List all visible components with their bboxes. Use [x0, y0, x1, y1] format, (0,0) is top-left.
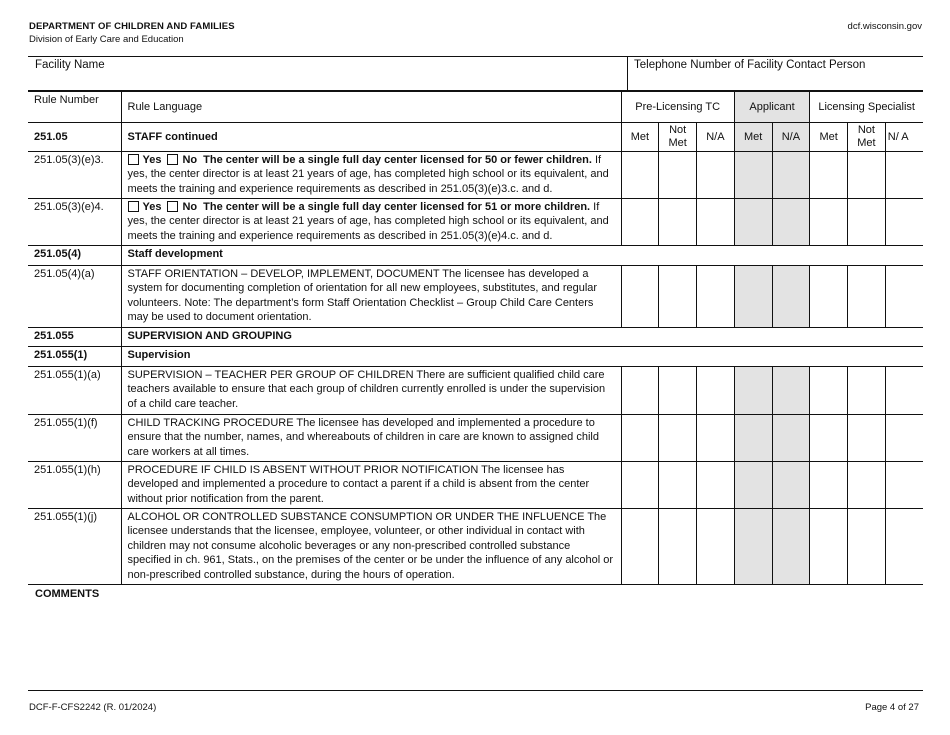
- prelicensing-na-cell[interactable]: [697, 266, 735, 328]
- prelicensing-not-met-cell[interactable]: [659, 415, 697, 462]
- table-row: [28, 367, 923, 415]
- licensing-na-cell[interactable]: [885, 415, 923, 462]
- licensing-met-cell[interactable]: [810, 415, 848, 462]
- facility-phone-label: Telephone Number of Facility Contact Person: [634, 59, 866, 71]
- applicant-na-cell[interactable]: [772, 367, 810, 415]
- footer-divider: [28, 690, 923, 691]
- licensing-not-met-cell[interactable]: [848, 415, 886, 462]
- prelicensing-met-cell[interactable]: [621, 415, 659, 462]
- rule-number: 251.05(3)(e)3.: [28, 152, 121, 199]
- rule-number: 251.055(1)(a): [28, 367, 121, 415]
- licensing-na-cell[interactable]: [885, 199, 923, 246]
- department-name: DEPARTMENT OF CHILDREN AND FAMILIES: [29, 21, 235, 32]
- form-id: DCF-F-CFS2242 (R. 01/2024): [29, 702, 157, 713]
- applicant-met-cell[interactable]: [734, 152, 772, 199]
- subsection-number: 251.055: [28, 328, 121, 347]
- rule-number: 251.055(1)(h): [28, 462, 121, 509]
- licensing-na-cell[interactable]: [885, 266, 923, 328]
- applicant-na-cell[interactable]: [772, 152, 810, 199]
- licensing-not-met-cell[interactable]: [848, 152, 886, 199]
- no-checkbox[interactable]: [167, 154, 178, 165]
- subsection-row: [28, 246, 923, 266]
- rule-number-header: Rule Number: [28, 92, 121, 123]
- table-row: [28, 152, 923, 199]
- licensing-met-cell[interactable]: [810, 199, 848, 246]
- prelicensing-na-cell[interactable]: [697, 367, 735, 415]
- table-row: [28, 509, 923, 585]
- licensing-not-met-header: Not Met: [848, 123, 886, 152]
- section-number: 251.05: [28, 123, 121, 152]
- table-row: [28, 415, 923, 462]
- prelicensing-not-met-cell[interactable]: [659, 152, 697, 199]
- no-checkbox[interactable]: [167, 201, 178, 212]
- subsection-title: Staff development: [121, 246, 923, 266]
- table-row: [28, 199, 923, 246]
- applicant-na-cell[interactable]: [772, 509, 810, 585]
- rule-lead-text: The center will be a single full day center licensed for 51 or more children.: [203, 201, 591, 213]
- facility-name-field[interactable]: [28, 57, 628, 90]
- prelicensing-met-cell[interactable]: [621, 509, 659, 585]
- applicant-na-cell[interactable]: [772, 266, 810, 328]
- prelicensing-met-cell[interactable]: [621, 152, 659, 199]
- website-label: dcf.wisconsin.gov: [847, 21, 922, 32]
- prelicensing-header: Pre-Licensing TC: [621, 92, 734, 123]
- applicant-na-cell[interactable]: [772, 462, 810, 509]
- rule-text: If yes, the center director is at least 21 years of age, has completed high school or its equivalent, and meets the training and experience requirements as described in 251.05(3)(e)3.c. and d.: [127, 154, 609, 195]
- applicant-na-cell[interactable]: [772, 415, 810, 462]
- rule-language: STAFF ORIENTATION – DEVELOP, IMPLEMENT, DOCUMENT The licensee has developed a system for documenting completion of orientation for all new employees, substitutes, and regular volunteers. Note: The department’s form Staff Orientation Checklist – Group Child Care Centers may be used to document orientation.: [121, 266, 621, 328]
- yes-label: Yes: [142, 154, 162, 166]
- subsection-row: [28, 328, 923, 347]
- prelicensing-na-cell[interactable]: [697, 199, 735, 246]
- rule-number: 251.055(1)(j): [28, 509, 121, 585]
- comments-label: COMMENTS: [35, 588, 100, 600]
- yes-label: Yes: [142, 201, 162, 213]
- yes-checkbox[interactable]: [128, 201, 139, 212]
- subsection-number: 251.055(1): [28, 347, 121, 367]
- licensing-met-header: Met: [810, 123, 848, 152]
- licensing-not-met-cell[interactable]: [848, 266, 886, 328]
- applicant-met-cell[interactable]: [734, 462, 772, 509]
- table-row: [28, 266, 923, 328]
- subsection-row: [28, 347, 923, 367]
- licensing-not-met-cell[interactable]: [848, 509, 886, 585]
- licensing-met-cell[interactable]: [810, 367, 848, 415]
- prelicensing-met-cell[interactable]: [621, 462, 659, 509]
- rule-language: SUPERVISION – TEACHER PER GROUP OF CHILDREN There are sufficient qualified child care teachers available to ensure that each group of children currently enrolled is under the supervision of a child care teacher.: [121, 367, 621, 415]
- rule-language: [121, 152, 621, 199]
- licensing-met-cell[interactable]: [810, 266, 848, 328]
- rule-language-header: Rule Language: [121, 92, 621, 123]
- facility-phone-field[interactable]: [628, 57, 923, 90]
- applicant-na-header: N/A: [772, 123, 810, 152]
- prelicensing-not-met-cell[interactable]: [659, 462, 697, 509]
- facility-name-label: Facility Name: [35, 59, 105, 71]
- rule-language: CHILD TRACKING PROCEDURE The licensee has developed and implemented a procedure to ensure that the number, names, and whereabouts of children in care are known to assigned child care workers at all times.: [121, 415, 621, 462]
- no-label: No: [182, 201, 198, 213]
- division-name: Division of Early Care and Education: [29, 34, 184, 45]
- page-header: [29, 21, 235, 45]
- rule-language: ALCOHOL OR CONTROLLED SUBSTANCE CONSUMPTION OR UNDER THE INFLUENCE The licensee understands that the licensee, employee, volunteer, or other individual in contact with children may not consume alcoholic beverages or any non-prescribed controlled substance specified in ch. 961, Stats., on the premises of the center or be under the influence of any alcohol or non-prescribed controlled substance, during the hours of operation.: [121, 509, 621, 585]
- applicant-met-cell[interactable]: [734, 509, 772, 585]
- licensing-na-cell[interactable]: [885, 509, 923, 585]
- no-label: No: [182, 154, 198, 166]
- applicant-met-cell[interactable]: [734, 199, 772, 246]
- prelicensing-not-met-header: Not Met: [659, 123, 697, 152]
- prelicensing-met-cell[interactable]: [621, 367, 659, 415]
- section-title: STAFF continued: [121, 123, 621, 152]
- subsection-number: 251.05(4): [28, 246, 121, 266]
- rule-number: 251.05(4)(a): [28, 266, 121, 328]
- prelicensing-not-met-cell[interactable]: [659, 199, 697, 246]
- rule-number: 251.05(3)(e)4.: [28, 199, 121, 246]
- applicant-met-cell[interactable]: [734, 266, 772, 328]
- prelicensing-met-header: Met: [621, 123, 659, 152]
- section-row: [28, 123, 923, 152]
- table-header-row: [28, 92, 923, 123]
- prelicensing-na-cell[interactable]: [697, 509, 735, 585]
- facility-info-row: [28, 56, 923, 91]
- prelicensing-not-met-cell[interactable]: [659, 266, 697, 328]
- licensing-na-cell[interactable]: [885, 367, 923, 415]
- licensing-specialist-header: Licensing Specialist: [810, 92, 923, 123]
- applicant-met-header: Met: [734, 123, 772, 152]
- prelicensing-met-cell[interactable]: [621, 266, 659, 328]
- yes-checkbox[interactable]: [128, 154, 139, 165]
- applicant-met-cell[interactable]: [734, 415, 772, 462]
- applicant-met-cell[interactable]: [734, 367, 772, 415]
- applicant-na-cell[interactable]: [772, 199, 810, 246]
- subsection-title: SUPERVISION AND GROUPING: [121, 328, 923, 347]
- licensing-met-cell[interactable]: [810, 152, 848, 199]
- licensing-na-cell[interactable]: [885, 462, 923, 509]
- prelicensing-na-cell[interactable]: [697, 462, 735, 509]
- prelicensing-not-met-cell[interactable]: [659, 509, 697, 585]
- prelicensing-na-header: N/A: [697, 123, 735, 152]
- prelicensing-na-cell[interactable]: [697, 152, 735, 199]
- rule-number: 251.055(1)(f): [28, 415, 121, 462]
- licensing-not-met-cell[interactable]: [848, 199, 886, 246]
- rules-checklist-table: [28, 91, 923, 585]
- licensing-not-met-cell[interactable]: [848, 367, 886, 415]
- rule-lead-text: The center will be a single full day center licensed for 50 or fewer children.: [203, 154, 592, 166]
- prelicensing-met-cell[interactable]: [621, 199, 659, 246]
- licensing-met-cell[interactable]: [810, 462, 848, 509]
- page-number: Page 4 of 27: [865, 702, 919, 713]
- licensing-na-header: N/ A: [885, 123, 923, 152]
- licensing-na-cell[interactable]: [885, 152, 923, 199]
- subsection-title: Supervision: [121, 347, 923, 367]
- rule-language: [121, 199, 621, 246]
- licensing-met-cell[interactable]: [810, 509, 848, 585]
- table-row: [28, 462, 923, 509]
- prelicensing-na-cell[interactable]: [697, 415, 735, 462]
- rule-language: PROCEDURE IF CHILD IS ABSENT WITHOUT PRIOR NOTIFICATION The licensee has developed and implemented a procedure to contact a parent if a child is absent from the center without prior notification from the parent.: [121, 462, 621, 509]
- licensing-not-met-cell[interactable]: [848, 462, 886, 509]
- applicant-header: Applicant: [734, 92, 810, 123]
- prelicensing-not-met-cell[interactable]: [659, 367, 697, 415]
- rule-text: If yes, the center director is at least 21 years of age, has completed high school or its equivalent, and meets the training and experience requirements as described in 251.05(3)(e)4.c. and d.: [127, 201, 609, 242]
